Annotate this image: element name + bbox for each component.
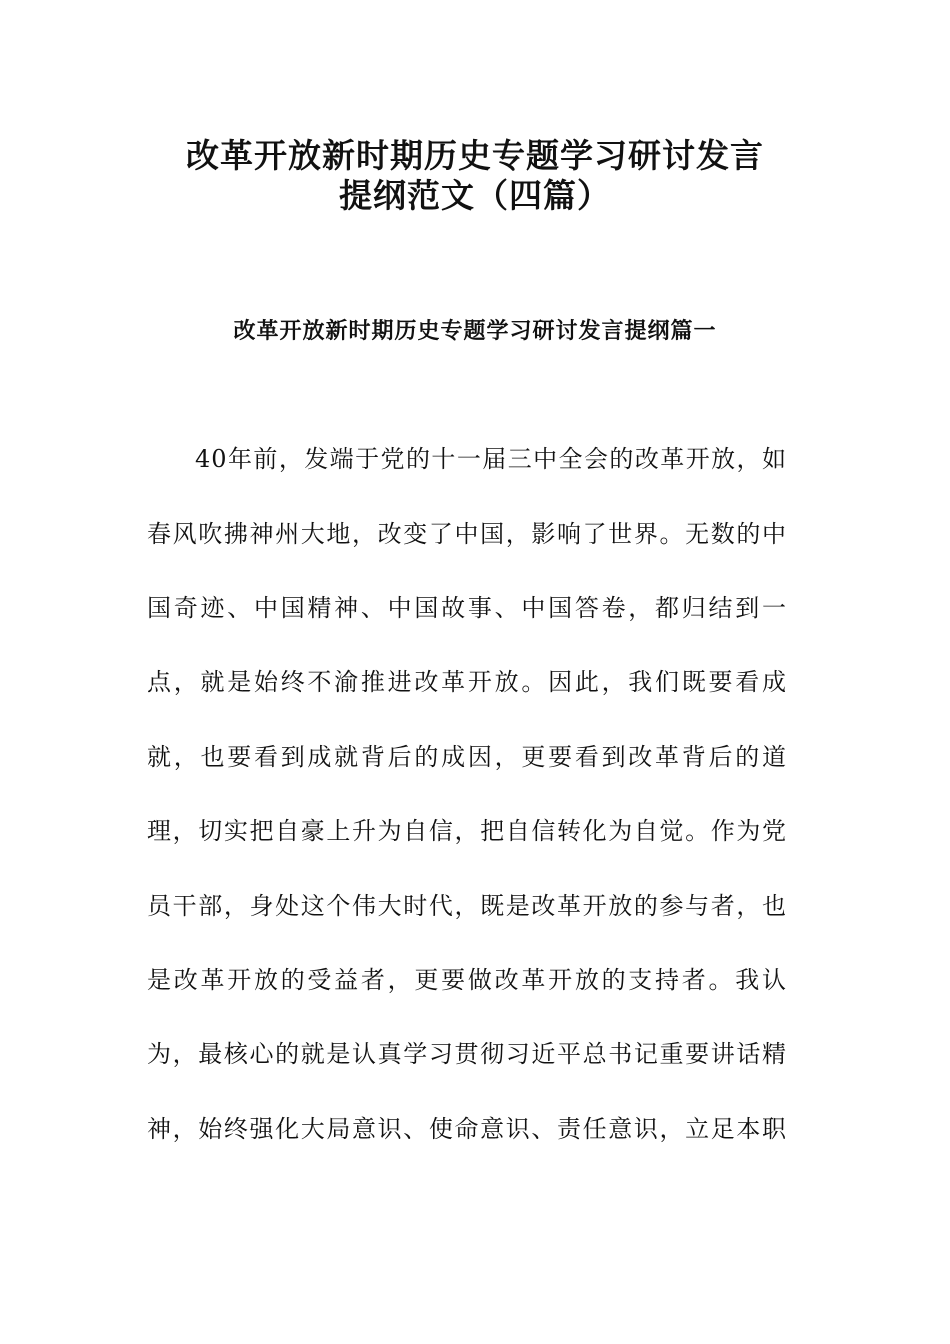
- paragraph-line: 春风吹拂神州大地，改变了中国，影响了世界。无数的中: [147, 520, 787, 548]
- paragraph-line: 国奇迹、中国精神、中国故事、中国答卷，都归结到一: [147, 594, 787, 622]
- document-title-line-1: 改革开放新时期历史专题学习研讨发言: [186, 136, 764, 175]
- paragraph-line: 理，切实把自豪上升为自信，把自信转化为自觉。作为党: [147, 817, 787, 845]
- paragraph-line: 员干部，身处这个伟大时代，既是改革开放的参与者，也: [147, 892, 787, 920]
- section-heading: 改革开放新时期历史专题学习研讨发言提纲篇一: [233, 318, 717, 344]
- document-title-line-2: 提纲范文（四篇）: [339, 176, 611, 215]
- paragraph-line: 点，就是始终不渝推进改革开放。因此，我们既要看成: [147, 668, 787, 696]
- paragraph-line: 神，始终强化大局意识、使命意识、责任意识，立足本职: [147, 1115, 787, 1143]
- paragraph-line: 是改革开放的受益者，更要做改革开放的支持者。我认: [147, 966, 787, 994]
- paragraph-line: 40年前，发端于党的十一届三中全会的改革开放，如: [195, 445, 787, 473]
- paragraph-line: 为，最核心的就是认真学习贯彻习近平总书记重要讲话精: [147, 1040, 787, 1068]
- paragraph-line: 就，也要看到成就背后的成因，更要看到改革背后的道: [147, 743, 787, 771]
